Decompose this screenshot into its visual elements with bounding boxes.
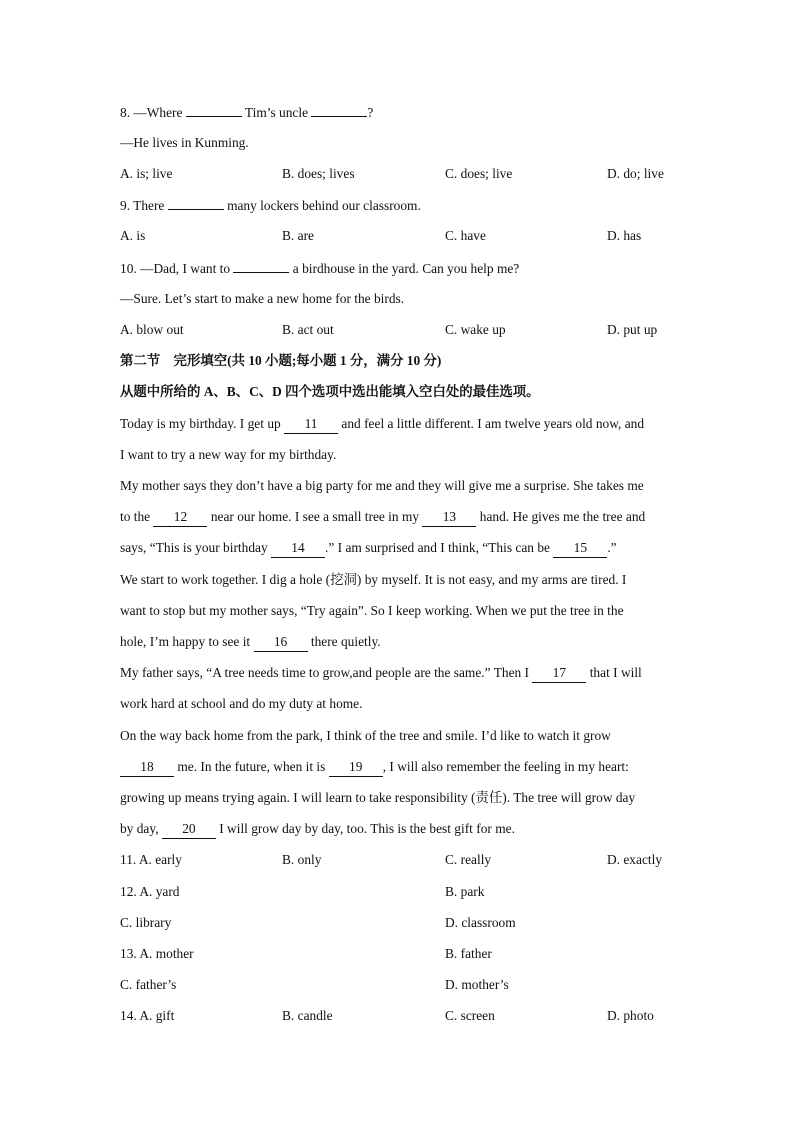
q9-option-c: C. have	[445, 228, 486, 243]
q10-option-a: A. blow out	[120, 322, 184, 337]
passage-line: On the way back home from the park, I think of the tree and smile. I’d like to watch it grow	[120, 728, 611, 743]
q13-option-d: D. mother’s	[445, 977, 509, 992]
q12-option-c: C. library	[120, 915, 172, 930]
question-10-answer: —Sure. Let’s start to make a new home for the birds.	[120, 291, 405, 306]
answer-blank	[311, 103, 367, 117]
q9-option-d: D. has	[607, 228, 642, 243]
passage-line: growing up means trying again. I will learn to take responsibility (责任). The tree will grow day	[120, 790, 636, 805]
q10-option-c: C. wake up	[445, 322, 506, 337]
q8-option-c: C. does; live	[445, 166, 513, 181]
answer-blank	[233, 259, 289, 273]
q13-option-a: 13. A. mother	[120, 946, 194, 961]
q8-option-a: A. is; live	[120, 166, 173, 181]
passage-line: want to stop but my mother says, “Try again”. So I keep working. When we put the tree in the	[120, 603, 624, 618]
q13-option-b: B. father	[445, 946, 492, 961]
passage-line: by day, 20 I will grow day by day, too. This is the best gift for me.	[120, 820, 515, 839]
q11-option-c: C. really	[445, 852, 492, 867]
cloze-blank-11: 11	[284, 415, 338, 434]
question-8-answer: —He lives in Kunming.	[120, 135, 249, 150]
cloze-blank-14: 14	[271, 539, 325, 558]
q9-option-a: A. is	[120, 228, 146, 243]
section-heading: 第二节 完形填空(共 10 小题;每小题 1 分，满分 10 分)	[120, 353, 442, 368]
cloze-blank-13: 13	[422, 508, 476, 527]
passage-line: to the 12 near our home. I see a small tree in my 13 hand. He gives me the tree and	[120, 508, 645, 527]
cloze-blank-16: 16	[254, 633, 308, 652]
q11-option-b: B. only	[282, 852, 322, 867]
q10-option-b: B. act out	[282, 322, 334, 337]
passage-line: hole, I’m happy to see it 16 there quietly.	[120, 633, 381, 652]
cloze-blank-12: 12	[153, 508, 207, 527]
passage-line: says, “This is your birthday 14 .” I am surprised and I think, “This can be 15 .”	[120, 539, 617, 558]
passage-line: I want to try a new way for my birthday.	[120, 447, 337, 462]
passage-line: My father says, “A tree needs time to grow,and people are the same.” Then I 17 that I will	[120, 664, 642, 683]
q12-option-b: B. park	[445, 884, 485, 899]
passage-line: work hard at school and do my duty at home.	[120, 696, 363, 711]
cloze-blank-17: 17	[532, 664, 586, 683]
q14-option-c: C. screen	[445, 1008, 495, 1023]
answer-blank	[168, 196, 224, 210]
cloze-blank-18: 18	[120, 758, 174, 777]
passage-line: Today is my birthday. I get up 11 and feel a little different. I am twelve years old now, and	[120, 415, 644, 434]
question-8-stem: 8. —Where Tim’s uncle ?	[120, 105, 374, 120]
passage-line: 18 me. In the future, when it is 19 , I will also remember the feeling in my heart:	[120, 758, 629, 777]
q10-option-d: D. put up	[607, 322, 658, 337]
q12-option-a: 12. A. yard	[120, 884, 180, 899]
q8-option-b: B. does; lives	[282, 166, 355, 181]
answer-blank	[186, 103, 242, 117]
q14-option-b: B. candle	[282, 1008, 333, 1023]
section-instruction: 从题中所给的 A、B、C、D 四个选项中选出能填入空白处的最佳选项。	[120, 384, 540, 399]
q8-option-d: D. do; live	[607, 166, 664, 181]
cloze-blank-15: 15	[553, 539, 607, 558]
q9-option-b: B. are	[282, 228, 314, 243]
q11-option-a: 11. A. early	[120, 852, 182, 867]
q12-option-d: D. classroom	[445, 915, 516, 930]
cloze-blank-19: 19	[329, 758, 383, 777]
question-9-stem: 9. There many lockers behind our classroom.	[120, 198, 421, 213]
cloze-blank-20: 20	[162, 820, 216, 839]
passage-line: My mother says they don’t have a big party for me and they will give me a surprise. She takes me	[120, 478, 644, 493]
q14-option-a: 14. A. gift	[120, 1008, 175, 1023]
passage-line: We start to work together. I dig a hole (挖洞) by myself. It is not easy, and my arms are tired. I	[120, 572, 627, 587]
q11-option-d: D. exactly	[607, 852, 663, 867]
q13-option-c: C. father’s	[120, 977, 177, 992]
question-10-stem: 10. —Dad, I want to a birdhouse in the yard. Can you help me?	[120, 261, 520, 276]
q14-option-d: D. photo	[607, 1008, 654, 1023]
